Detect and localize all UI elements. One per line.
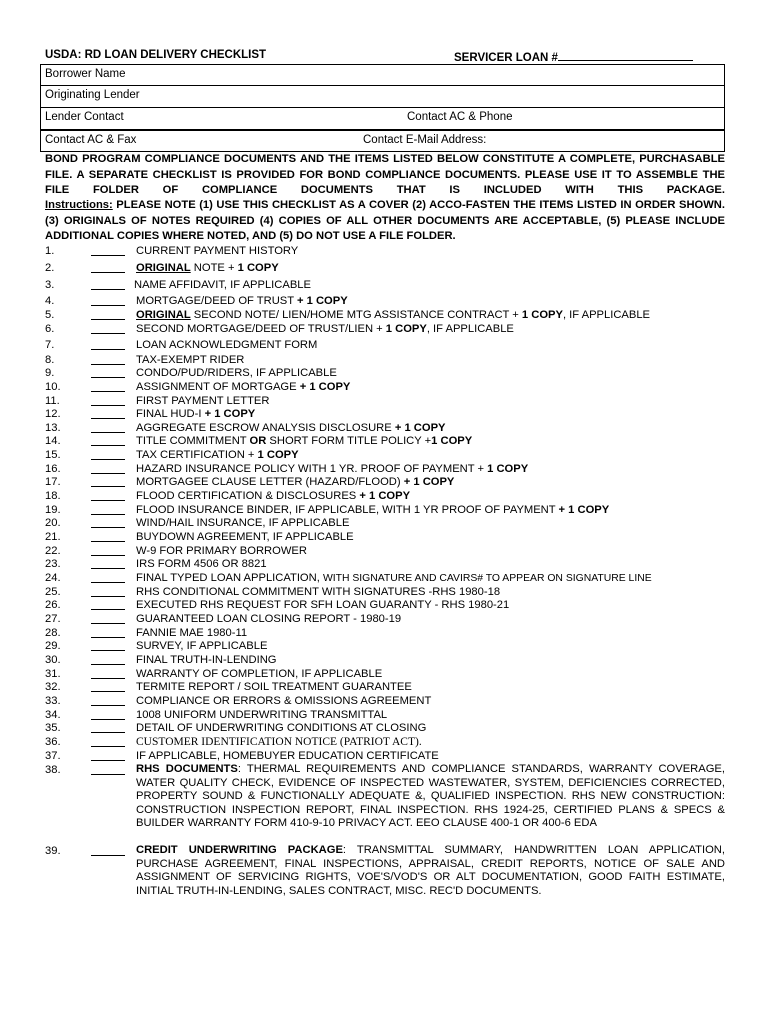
list-item — [45, 407, 725, 421]
check-line[interactable] — [91, 582, 125, 583]
list-item — [45, 475, 725, 489]
list-item — [45, 394, 725, 408]
check-line[interactable] — [91, 349, 125, 350]
item-text: NAME AFFIDAVIT, IF APPLICABLE — [134, 279, 311, 291]
item-text: ASSIGNMENT OF MORTGAGE + 1 COPY — [136, 381, 351, 393]
item-text: SURVEY, IF APPLICABLE — [136, 640, 268, 652]
list-item — [45, 338, 725, 352]
item-number: 32. — [45, 681, 61, 693]
check-line[interactable] — [91, 418, 125, 419]
item-text: LOAN ACKNOWLEDGMENT FORM — [136, 339, 318, 351]
item-number: 18. — [45, 490, 61, 502]
item-number: 6. — [45, 323, 55, 335]
item-number: 26. — [45, 599, 61, 611]
list-item — [45, 680, 725, 694]
check-line[interactable] — [91, 500, 125, 501]
list-item — [45, 735, 725, 749]
list-item — [45, 694, 725, 708]
list-item — [45, 557, 725, 571]
list-item — [45, 544, 725, 558]
item-number: 10. — [45, 381, 61, 393]
list-item — [45, 844, 725, 897]
item-number: 19. — [45, 504, 61, 516]
item-number: 7. — [45, 339, 55, 351]
item-text: CREDIT UNDERWRITING PACKAGE: TRANSMITTAL SUMMARY, HANDWRITTEN LOAN APPLICATION, PURCHASE AGREEMENT, FINAL INSPECTIONS, APPRAISAL, CREDIT REPORTS, NOTICE OF SALE AND ASSIGNMENT OF SERVICING RIGHTS, VOE'S/VOD'S OR ALT DOCUMENTATION, GOOD FAITH ESTIMATE, INITIAL TRUTH-IN-LENDING, SALES CONTRACT, MISC. REC'D DOCUMENTS. — [136, 844, 725, 897]
item-text: CONDO/PUD/RIDERS, IF APPLICABLE — [136, 367, 337, 379]
contact-phone-label: Contact AC & Phone — [407, 111, 513, 123]
item-number: 12. — [45, 408, 61, 420]
check-line[interactable] — [91, 459, 125, 460]
list-item — [45, 244, 725, 258]
item-text: EXECUTED RHS REQUEST FOR SFH LOAN GUARANTY - RHS 1980-21 — [136, 599, 510, 611]
check-line[interactable] — [91, 855, 125, 856]
item-number: 22. — [45, 545, 61, 557]
item-text: TITLE COMMITMENT OR SHORT FORM TITLE POLICY +1 COPY — [136, 435, 473, 447]
check-line[interactable] — [91, 432, 125, 433]
item-text: CURRENT PAYMENT HISTORY — [136, 245, 299, 257]
item-text: HAZARD INSURANCE POLICY WITH 1 YR. PROOF OF PAYMENT + 1 COPY — [136, 463, 529, 475]
item-text: MORTGAGEE CLAUSE LETTER (HAZARD/FLOOD) + 1 COPY — [136, 476, 455, 488]
item-number: 8. — [45, 354, 55, 366]
item-text: SECOND MORTGAGE/DEED OF TRUST/LIEN + 1 COPY, IF APPLICABLE — [136, 323, 514, 335]
item-text: WARRANTY OF COMPLETION, IF APPLICABLE — [136, 668, 383, 680]
document-title: USDA: RD LOAN DELIVERY CHECKLIST — [45, 49, 267, 61]
check-line[interactable] — [91, 746, 125, 747]
check-line[interactable] — [91, 719, 125, 720]
item-number: 33. — [45, 695, 61, 707]
check-line[interactable] — [91, 333, 125, 334]
check-line[interactable] — [91, 678, 125, 679]
check-line[interactable] — [91, 664, 125, 665]
item-number: 30. — [45, 654, 61, 666]
contact-fax-field[interactable] — [40, 130, 725, 152]
item-text: TAX CERTIFICATION + 1 COPY — [136, 449, 299, 461]
item-number: 5. — [45, 309, 55, 321]
item-text: FINAL TRUTH-IN-LENDING — [136, 654, 277, 666]
list-item — [45, 626, 725, 640]
list-item — [45, 763, 726, 830]
item-text: COMPLIANCE OR ERRORS & OMISSIONS AGREEMENT — [136, 695, 432, 707]
check-line[interactable] — [91, 691, 125, 692]
originating-lender-field[interactable] — [40, 86, 725, 108]
item-number: 35. — [45, 722, 61, 734]
item-number: 2. — [45, 262, 55, 274]
list-item — [45, 322, 725, 336]
item-text: ORIGINAL SECOND NOTE/ LIEN/HOME MTG ASSISTANCE CONTRACT + 1 COPY, IF APPLICABLE — [136, 309, 651, 321]
check-line[interactable] — [91, 555, 125, 556]
check-line[interactable] — [91, 405, 125, 406]
list-item — [45, 639, 725, 653]
check-line[interactable] — [91, 568, 125, 569]
item-text: RHS DOCUMENTS: THERMAL REQUIREMENTS AND COMPLIANCE STANDARDS, WARRANTY COVERAGE, WATER QUALITY CHECK, EVIDENCE OF INSPECTED WASTEWATER, SYSTEM, DEFICIENCIES CORRECTED, PROPERTY SOUND & FUNCTIONALLY ADEQUATE &, QUALIFIED INSPECTION. RHS NEW CONSTRUCTION: CONSTRUCTION INSPECTION REPORT, FINAL INSPECTION. RHS 1924-25, CERTIFIED PLANS & SPECS & BUILDER WARRANTY FORM 410-9-10 PRIVACY ACT. EEO CLAUSE 400-1 OR 400-6 EDA — [136, 763, 726, 830]
item-text: RHS CONDITIONAL COMMITMENT WITH SIGNATURES -RHS 1980-18 — [136, 586, 501, 598]
item-text: TAX-EXEMPT RIDER — [136, 354, 245, 366]
item-number: 1. — [45, 245, 55, 257]
list-item — [45, 462, 725, 476]
item-text: FLOOD CERTIFICATION & DISCLOSURES + 1 COPY — [136, 490, 411, 502]
check-line[interactable] — [91, 289, 125, 290]
item-text: FIRST PAYMENT LETTER — [136, 395, 270, 407]
list-item — [45, 434, 725, 448]
list-item — [45, 308, 725, 322]
item-number: 15. — [45, 449, 61, 461]
item-number: 31. — [45, 668, 61, 680]
instructions — [45, 198, 725, 245]
instructions-text: PLEASE NOTE (1) USE THIS CHECKLIST AS A COVER (2) ACCO-FASTEN THE ITEMS LISTED IN ORDER SHOWN. (3) ORIGINALS OF NOTES REQUIRED (4) COPIES OF ALL OTHER DOCUMENTS ARE ACCEPTABLE, (5) PLEASE INCLUDE ADDITIONAL COPIES WHERE NOTED, AND (5) DO NOT USE A FILE FOLDER. — [45, 199, 725, 243]
borrower-name-label: Borrower Name — [45, 68, 126, 80]
item-number: 28. — [45, 627, 61, 639]
item-text: IF APPLICABLE, HOMEBUYER EDUCATION CERTIFICATE — [136, 750, 439, 762]
list-item — [45, 653, 725, 667]
check-line[interactable] — [91, 255, 125, 256]
item-number: 29. — [45, 640, 61, 652]
item-text: TERMITE REPORT / SOIL TREATMENT GUARANTEE — [136, 681, 412, 693]
item-text: 1008 UNIFORM UNDERWRITING TRANSMITTAL — [136, 709, 388, 721]
item-number: 3. — [45, 279, 55, 291]
servicer-loan-field[interactable] — [454, 49, 693, 64]
item-number: 16. — [45, 463, 61, 475]
item-text: FLOOD INSURANCE BINDER, IF APPLICABLE, WITH 1 YR PROOF OF PAYMENT + 1 COPY — [136, 504, 610, 516]
list-item — [45, 489, 725, 503]
item-text: GUARANTEED LOAN CLOSING REPORT - 1980-19 — [136, 613, 402, 625]
list-item — [45, 585, 725, 599]
list-item — [45, 503, 725, 517]
check-line[interactable] — [91, 541, 125, 542]
check-line[interactable] — [91, 486, 125, 487]
list-item — [45, 278, 725, 292]
item-number: 14. — [45, 435, 61, 447]
lender-contact-label: Lender Contact — [45, 111, 124, 123]
check-line[interactable] — [91, 760, 125, 761]
servicer-loan-blank[interactable] — [558, 49, 693, 61]
item-number: 21. — [45, 531, 61, 543]
list-item — [45, 380, 725, 394]
item-text: DETAIL OF UNDERWRITING CONDITIONS AT CLOSING — [136, 722, 427, 734]
contact-email-label: Contact E-Mail Address: — [363, 134, 487, 146]
list-item — [45, 421, 725, 435]
servicer-loan-label: SERVICER LOAN # — [454, 52, 558, 64]
item-text: W-9 FOR PRIMARY BORROWER — [136, 545, 307, 557]
list-item — [45, 530, 725, 544]
item-number: 34. — [45, 709, 61, 721]
item-text: FINAL TYPED LOAN APPLICATION, WITH SIGNATURE AND CAVIRS# TO APPEAR ON SIGNATURE LINE — [136, 572, 652, 584]
list-item — [45, 667, 725, 681]
item-number: 13. — [45, 422, 61, 434]
item-text: WIND/HAIL INSURANCE, IF APPLICABLE — [136, 517, 350, 529]
item-number: 25. — [45, 586, 61, 598]
check-line[interactable] — [91, 527, 125, 528]
originating-lender-label: Originating Lender — [45, 89, 140, 101]
list-item — [45, 448, 725, 462]
list-item — [45, 366, 725, 380]
check-line[interactable] — [91, 305, 125, 306]
item-number: 36. — [45, 736, 61, 748]
check-line[interactable] — [91, 774, 125, 775]
item-number: 4. — [45, 295, 55, 307]
check-line[interactable] — [91, 596, 125, 597]
check-line[interactable] — [91, 364, 125, 365]
item-number: 39. — [45, 845, 61, 857]
check-line[interactable] — [91, 650, 125, 651]
list-item — [45, 708, 725, 722]
item-text: IRS FORM 4506 OR 8821 — [136, 558, 267, 570]
list-item — [45, 721, 725, 735]
check-line[interactable] — [91, 514, 125, 515]
item-number: 17. — [45, 476, 61, 488]
item-text: CUSTOMER IDENTIFICATION NOTICE (PATRIOT ACT). — [136, 736, 422, 748]
instructions-label: Instructions: — [45, 199, 113, 211]
item-number: 9. — [45, 367, 55, 379]
check-line[interactable] — [91, 705, 125, 706]
item-text: FINAL HUD-I + 1 COPY — [136, 408, 256, 420]
list-item — [45, 598, 725, 612]
check-line[interactable] — [91, 473, 125, 474]
item-text: FANNIE MAE 1980-11 — [136, 627, 248, 639]
check-line[interactable] — [91, 319, 125, 320]
check-line[interactable] — [91, 445, 125, 446]
bond-program-notice: BOND PROGRAM COMPLIANCE DOCUMENTS AND THE ITEMS LISTED BELOW CONSTITUTE A COMPLETE, PURCHASABLE FILE. A SEPARATE CHECKLIST IS PROVIDED FOR BOND COMPLIANCE DOCUMENTS. PLEASE USE IT TO ASSEMBLE THE FILE FOLDER OF COMPLIANCE DOCUMENTS THAT IS INCLUDED WITH THIS PACKAGE. — [45, 153, 725, 197]
list-item — [45, 516, 725, 530]
list-item — [45, 571, 725, 585]
item-text: AGGREGATE ESCROW ANALYSIS DISCLOSURE + 1 COPY — [136, 422, 446, 434]
lender-contact-field[interactable] — [40, 108, 725, 130]
check-line[interactable] — [91, 391, 125, 392]
item-number: 23. — [45, 558, 61, 570]
header — [45, 49, 725, 63]
check-line[interactable] — [91, 377, 125, 378]
item-text: MORTGAGE/DEED OF TRUST + 1 COPY — [136, 295, 348, 307]
item-number: 11. — [45, 395, 60, 407]
check-line[interactable] — [91, 272, 125, 273]
list-item — [45, 612, 725, 626]
item-text: ORIGINAL NOTE + 1 COPY — [136, 262, 279, 274]
item-number: 27. — [45, 613, 61, 625]
check-line[interactable] — [91, 609, 125, 610]
check-line[interactable] — [91, 637, 125, 638]
item-text: BUYDOWN AGREEMENT, IF APPLICABLE — [136, 531, 354, 543]
check-line[interactable] — [91, 732, 125, 733]
list-item — [45, 294, 725, 308]
check-line[interactable] — [91, 623, 125, 624]
list-item — [45, 749, 725, 763]
item-number: 37. — [45, 750, 61, 762]
list-item — [45, 261, 725, 275]
list-item — [45, 353, 725, 367]
contact-fax-label: Contact AC & Fax — [45, 134, 137, 146]
item-number: 24. — [45, 572, 61, 584]
item-number: 38. — [45, 764, 61, 776]
item-number: 20. — [45, 517, 61, 529]
borrower-name-field[interactable] — [40, 64, 725, 86]
